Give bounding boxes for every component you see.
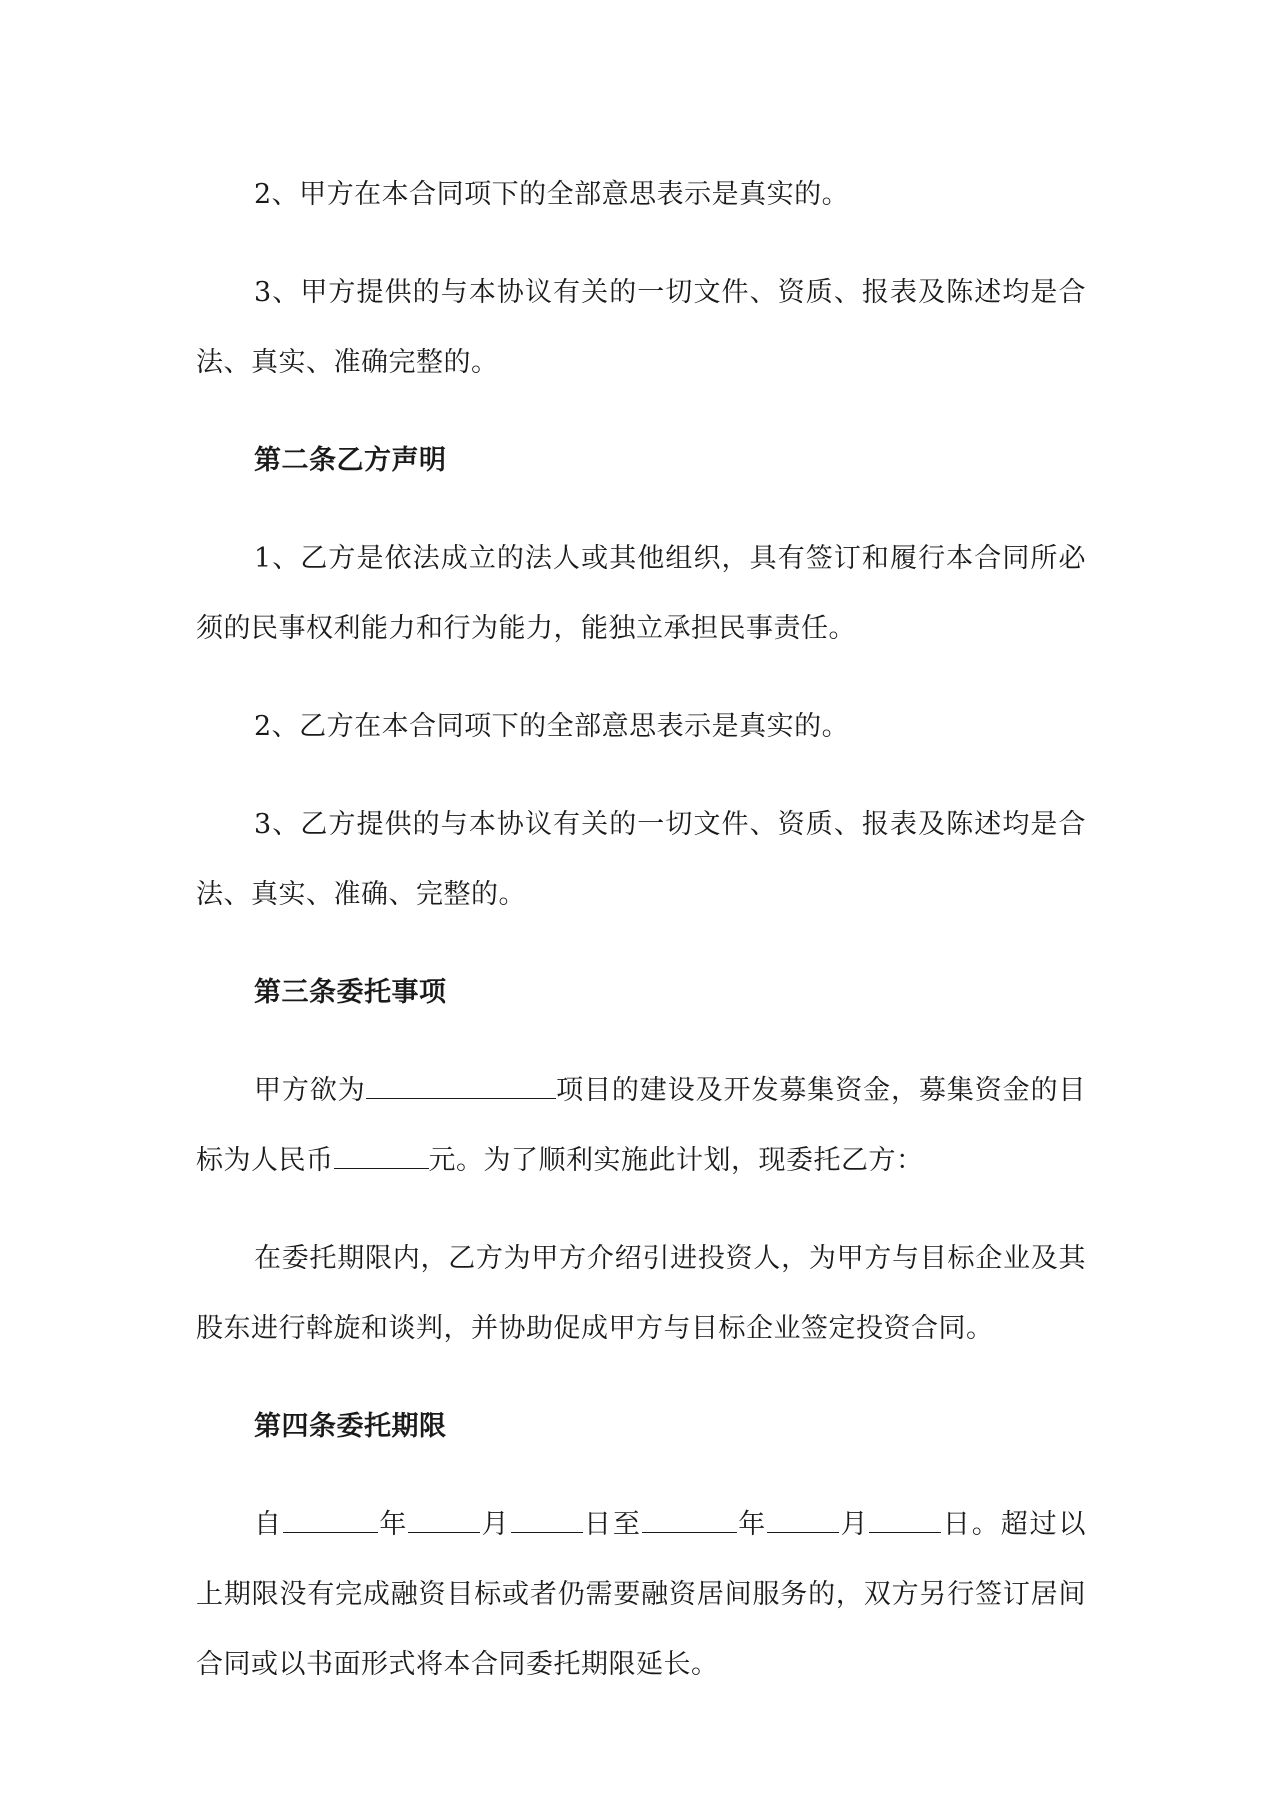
start-year-label: 年 bbox=[377, 1509, 409, 1540]
amount-blank bbox=[334, 1144, 429, 1169]
article3-heading: 第三条委托事项 bbox=[254, 977, 447, 1008]
article3-paragraph2: 在委托期限内，乙方为甲方介绍引进投资人，为甲方与目标企业及其股东进行斡旋和谈判，并协助促成甲方与目标企业签定投资合同。 bbox=[196, 1243, 1086, 1344]
end-day-blank bbox=[869, 1508, 941, 1533]
article3-p1-text3: 元。为了顺利实施此计划，现委托乙方： bbox=[428, 1145, 924, 1176]
start-year-blank bbox=[283, 1508, 378, 1533]
article2-item2: 2、乙方在本合同项下的全部意思表示是真实的。 bbox=[254, 711, 850, 742]
end-month-label: 月 bbox=[839, 1509, 870, 1540]
end-year-blank bbox=[642, 1508, 737, 1533]
end-month-blank bbox=[767, 1508, 839, 1533]
project-name-blank bbox=[366, 1074, 556, 1099]
article3-p1-text2: 项目的建设及开发募集资金，募集资金的目标为人民币 bbox=[196, 1075, 1087, 1176]
start-month-label: 月 bbox=[480, 1509, 511, 1540]
start-month-blank bbox=[408, 1508, 480, 1533]
start-day-blank bbox=[511, 1508, 583, 1533]
article3-paragraph1 bbox=[196, 1056, 1086, 1196]
article4-paragraph bbox=[196, 1490, 1086, 1700]
article2-item1: 1、乙方是依法成立的法人或其他组织，具有签订和履行本合同所必须的民事权利能力和行为能力，能独立承担民事责任。 bbox=[196, 543, 1086, 644]
article2-heading: 第二条乙方声明 bbox=[254, 445, 447, 476]
article1-item3: 3、甲方提供的与本协议有关的一切文件、资质、报表及陈述均是合法、真实、准确完整的。 bbox=[196, 277, 1086, 378]
from-label: 自 bbox=[254, 1509, 283, 1540]
document-body bbox=[196, 160, 1086, 1728]
end-year-label: 年 bbox=[736, 1509, 768, 1540]
article1-item2: 2、甲方在本合同项下的全部意思表示是真实的。 bbox=[254, 179, 850, 210]
article3-p1-text1: 甲方欲为 bbox=[254, 1075, 366, 1106]
end-day-text: 日。超过以上期限没有完成融资目标或者仍需要融资居间服务的，双方另行签订居间合同或以书面形式将本合同委托期限延长。 bbox=[196, 1509, 1087, 1680]
article4-heading: 第四条委托期限 bbox=[254, 1411, 447, 1442]
start-day-to-label: 日至 bbox=[582, 1509, 642, 1540]
article2-item3: 3、乙方提供的与本协议有关的一切文件、资质、报表及陈述均是合法、真实、准确、完整的。 bbox=[196, 809, 1086, 910]
